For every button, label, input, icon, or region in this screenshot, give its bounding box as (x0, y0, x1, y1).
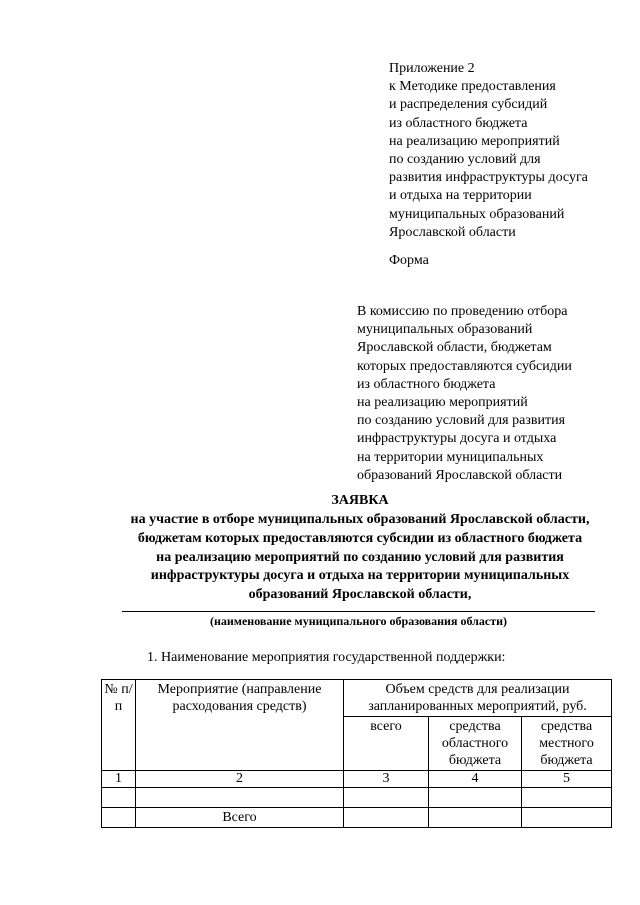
addressee-line: из областного бюджета (357, 376, 496, 392)
addressee-line: образований Ярославской области (357, 467, 563, 483)
appendix-line: и распределения субсидий (389, 97, 548, 113)
table-cell[interactable] (102, 808, 136, 828)
table-cell[interactable] (344, 808, 429, 828)
table-cell[interactable] (522, 808, 612, 828)
appendix-note (389, 60, 629, 242)
addressee-line: инфраструктуры досуга и отдыха (357, 431, 557, 447)
subtitle-line: бюджетам которых предоставляются субсидии из областного бюджета (137, 530, 583, 546)
header-volume: Объем средств для реализации запланированных мероприятий, руб. (344, 680, 612, 717)
column-number: 2 (136, 771, 344, 788)
column-number: 1 (102, 771, 136, 788)
document-title: ЗАЯВКА (331, 493, 389, 508)
appendix-line: развития инфраструктуры досуга (389, 170, 588, 186)
subtitle-line: инфраструктуры досуга и отдыха на территории муниципальных (150, 568, 570, 584)
appendix-line: на реализацию мероприятий (389, 133, 560, 149)
addressee-line: на территории муниципальных (357, 449, 544, 465)
header-measure: Мероприятие (направление расходования средств) (136, 680, 344, 771)
subtitle-line: образований Ярославской области, (248, 587, 472, 603)
table-cell[interactable] (102, 788, 136, 808)
appendix-line: из областного бюджета (389, 115, 528, 131)
appendix-line: к Методике предоставления (389, 79, 556, 95)
appendix-line: и отдыха на территории (389, 188, 532, 204)
column-number: 5 (522, 771, 612, 788)
column-number: 3 (344, 771, 429, 788)
table-row (102, 788, 612, 808)
municipality-name-field-line[interactable] (122, 611, 595, 612)
document-subtitle (80, 511, 640, 605)
total-label: Всего (136, 808, 344, 828)
header-num: № п/п (102, 680, 136, 771)
addressee-line: муниципальных образований (357, 322, 533, 338)
addressee-line: на реализацию мероприятий (357, 395, 528, 411)
addressee-line: В комиссию по проведению отбора (357, 304, 568, 319)
appendix-line: Приложение 2 (389, 61, 475, 76)
addressee-line: которых предоставляются субсидии (357, 358, 572, 374)
table-cell[interactable] (344, 788, 429, 808)
table-cell[interactable] (429, 808, 522, 828)
subtitle-line: на участие в отборе муниципальных образований Ярославской области, (130, 512, 590, 527)
section-heading: 1. Наименование мероприятия государственной поддержки: (147, 650, 506, 665)
column-number: 4 (429, 771, 522, 788)
header-local-budget: средства местного бюджета (522, 717, 612, 771)
subtitle-line: на реализацию мероприятий по созданию условий для развития (156, 549, 564, 565)
table-cell[interactable] (522, 788, 612, 808)
table-cell[interactable] (136, 788, 344, 808)
appendix-line: муниципальных образований (389, 206, 565, 222)
table-cell[interactable] (429, 788, 522, 808)
table-header-row (102, 680, 612, 717)
total-row (102, 808, 612, 828)
form-label: Форма (389, 253, 429, 268)
addressee-line: Ярославской области, бюджетам (357, 340, 552, 356)
municipality-name-caption: (наименование муниципального образования области) (209, 614, 508, 628)
header-total: всего (344, 717, 429, 771)
addressee-block (357, 303, 627, 485)
column-numbers-row (102, 771, 612, 788)
header-regional-budget: средства областного бюджета (429, 717, 522, 771)
appendix-line: Ярославской области (389, 224, 516, 240)
addressee-line: по созданию условий для развития (357, 413, 566, 429)
measures-table (101, 679, 612, 828)
appendix-line: по созданию условий для (389, 152, 541, 168)
